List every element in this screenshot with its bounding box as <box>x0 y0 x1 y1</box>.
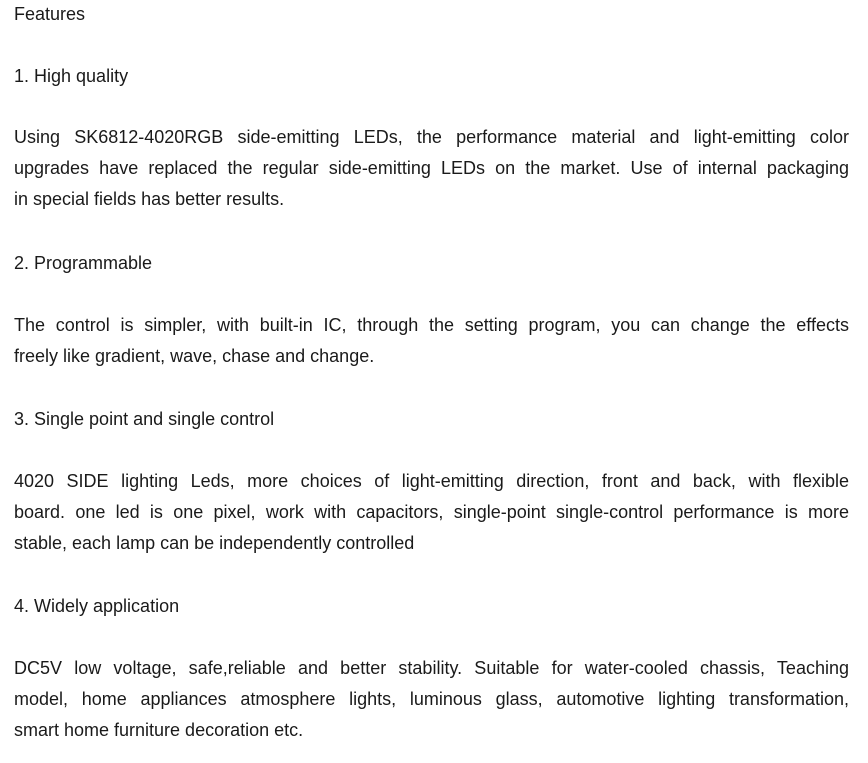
paragraph-line: DC5V low voltage, safe,reliable and better stability. Suitable for water-cooled chassis, Teaching <box>14 658 849 678</box>
paragraph-line: in special fields has better results. <box>14 189 285 209</box>
paragraph-line: upgrades have replaced the regular side-emitting LEDs on the market. Use of internal packaging <box>14 158 849 178</box>
section-heading-widely-application: 4. Widely application <box>14 596 180 616</box>
section-body-high-quality <box>14 122 849 215</box>
section-heading-single-control: 3. Single point and single control <box>14 409 275 429</box>
paragraph-line: board. one led is one pixel, work with capacitors, single-point single-control performance is more <box>14 502 849 522</box>
paragraph-line: Using SK6812-4020RGB side-emitting LEDs, the performance material and light-emitting color <box>14 127 849 147</box>
section-body-widely-application <box>14 653 849 746</box>
section-body-single-control <box>14 466 849 559</box>
paragraph-line: 4020 SIDE lighting Leds, more choices of light-emitting direction, front and back, with flexible <box>14 471 849 491</box>
section-body-programmable <box>14 310 849 372</box>
paragraph-line: The control is simpler, with built-in IC, through the setting program, you can change the effects <box>14 315 849 335</box>
section-heading-programmable: 2. Programmable <box>14 253 153 273</box>
paragraph-line: smart home furniture decoration etc. <box>14 720 304 740</box>
page-title: Features <box>14 4 86 24</box>
section-heading-high-quality: 1. High quality <box>14 66 129 86</box>
paragraph-line: freely like gradient, wave, chase and change. <box>14 346 375 366</box>
paragraph-line: stable, each lamp can be independently controlled <box>14 533 415 553</box>
paragraph-line: model, home appliances atmosphere lights, luminous glass, automotive lighting transformation, <box>14 689 849 709</box>
